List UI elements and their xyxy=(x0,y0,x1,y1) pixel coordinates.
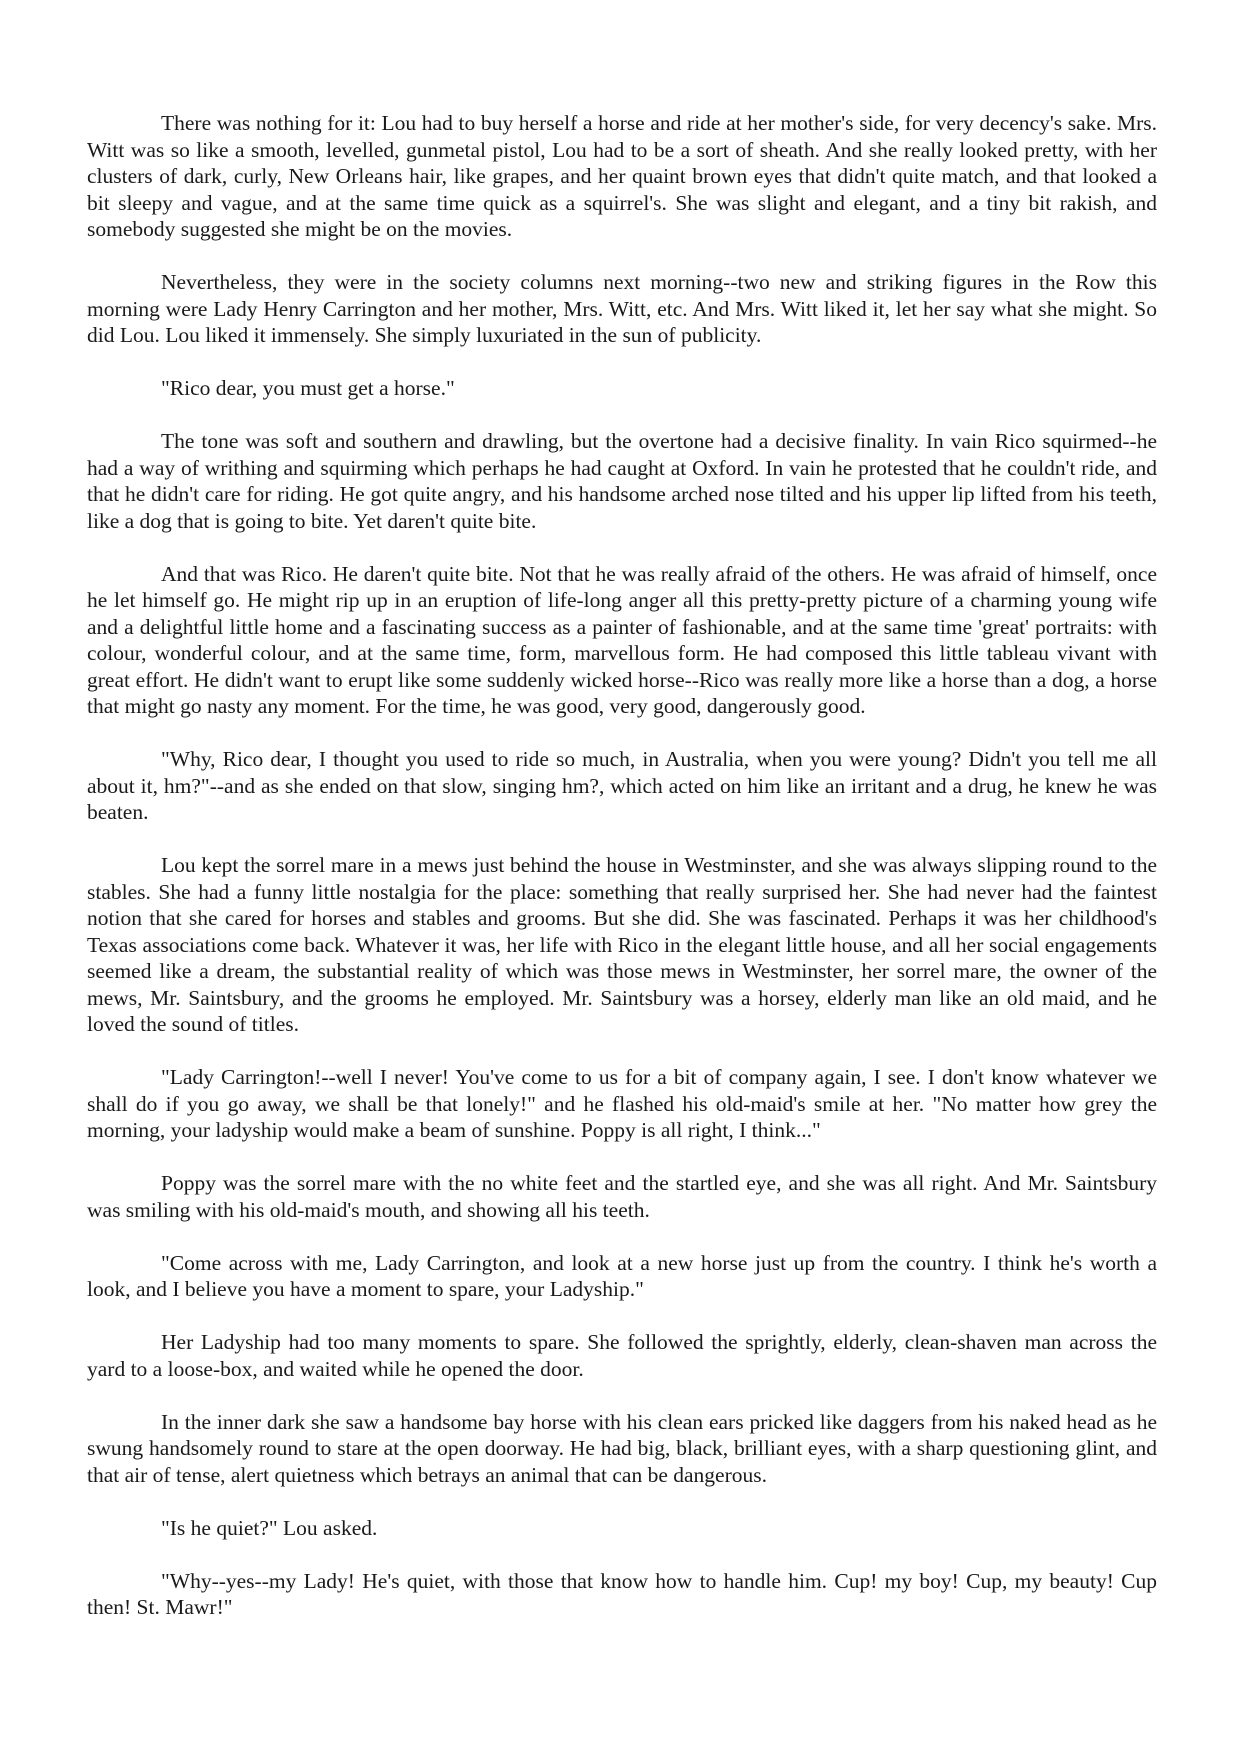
paragraph-8: "Lady Carrington!--well I never! You've come to us for a bit of company again, I see. I don't know whatever we shall do if you go away, we shall be that lonely!" and he flashed his old-maid's smile at her. "No matter how grey the morning, your ladyship would make a beam of sunshine. Poppy is all right, I think..." xyxy=(87,1065,1157,1142)
paragraph-13: "Is he quiet?" Lou asked. xyxy=(161,1515,378,1540)
paragraph-6: "Why, Rico dear, I thought you used to ride so much, in Australia, when you were young? Didn't you tell me all about it, hm?"--and as she ended on that slow, singing hm?, which acted on him like an irritant and a drug, he knew he was beaten. xyxy=(87,747,1157,824)
document-page xyxy=(87,110,1157,1647)
paragraph-10: "Come across with me, Lady Carrington, and look at a new horse just up from the country. I think he's worth a look, and I believe you have a moment to spare, your Ladyship." xyxy=(87,1250,1157,1301)
paragraph-1: There was nothing for it: Lou had to buy herself a horse and ride at her mother's side, for very decency's sake. Mrs. Witt was so like a smooth, levelled, gunmetal pistol, Lou had to be a sort of sheath. And she really looked pretty, with her clusters of dark, curly, New Orleans hair, like grapes, and her quaint brown eyes that didn't quite match, and that looked a bit sleepy and vague, and at the same time quick as a squirrel's. She was slight and elegant, and a tiny bit rakish, and somebody suggested she might be on the movies. xyxy=(87,111,1157,241)
paragraph-12: In the inner dark she saw a handsome bay horse with his clean ears pricked like daggers from his naked head as he swung handsomely round to stare at the open doorway. He had big, black, brilliant eyes, with a sharp questioning glint, and that air of tense, alert quietness which betrays an animal that can be dangerous. xyxy=(87,1409,1157,1487)
paragraph-5: And that was Rico. He daren't quite bite. Not that he was really afraid of the others. He was afraid of himself, once he let himself go. He might rip up in an eruption of life-long anger all this pretty-pretty picture of a charming young wife and a delightful little home and a fascinating success as a painter of fashionable, and at the same time 'great' portraits: with colour, wonderful colour, and at the same time, form, marvellous form. He had composed this little tableau vivant with great effort. He didn't want to erupt like some suddenly wicked horse--Rico was really more like a horse than a dog, a horse that might go nasty any moment. For the time, he was good, very good, dangerously good. xyxy=(87,561,1157,718)
paragraph-4: The tone was soft and southern and drawling, but the overtone had a decisive finality. In vain Rico squirmed--he had a way of writhing and squirming which perhaps he had caught at Oxford. In vain he protested that he couldn't ride, and that he didn't care for riding. He got quite angry, and his handsome arched nose tilted and his upper lip lifted from his teeth, like a dog that is going to bite. Yet daren't quite bite. xyxy=(87,429,1157,533)
paragraph-9: Poppy was the sorrel mare with the no white feet and the startled eye, and she was all right. And Mr. Saintsbury was smiling with his old-maid's mouth, and showing all his teeth. xyxy=(87,1171,1157,1222)
paragraph-11: Her Ladyship had too many moments to spare. She followed the sprightly, elderly, clean-shaven man across the yard to a loose-box, and waited while he opened the door. xyxy=(87,1330,1157,1381)
paragraph-2: Nevertheless, they were in the society columns next morning--two new and striking figures in the Row this morning were Lady Henry Carrington and her mother, Mrs. Witt, etc. And Mrs. Witt liked it, let her say what she might. So did Lou. Lou liked it immensely. She simply luxuriated in the sun of publicity. xyxy=(87,270,1157,347)
paragraph-7: Lou kept the sorrel mare in a mews just behind the house in Westminster, and she was always slipping round to the stables. She had a funny little nostalgia for the place: something that really surprised her. She had never had the faintest notion that she cared for horses and stables and grooms. But she did. She was fascinated. Perhaps it was her childhood's Texas associations come back. Whatever it was, her life with Rico in the elegant little house, and all her social engagements seemed like a dream, the substantial reality of which was those mews in Westminster, her sorrel mare, the owner of the mews, Mr. Saintsbury, and the grooms he employed. Mr. Saintsbury was a horsey, elderly man like an old maid, and he loved the sound of titles. xyxy=(87,853,1157,1036)
paragraph-3: "Rico dear, you must get a horse." xyxy=(161,376,455,400)
paragraph-14: "Why--yes--my Lady! He's quiet, with those that know how to handle him. Cup! my boy! Cup, my beauty! Cup then! St. Mawr!" xyxy=(87,1568,1157,1619)
